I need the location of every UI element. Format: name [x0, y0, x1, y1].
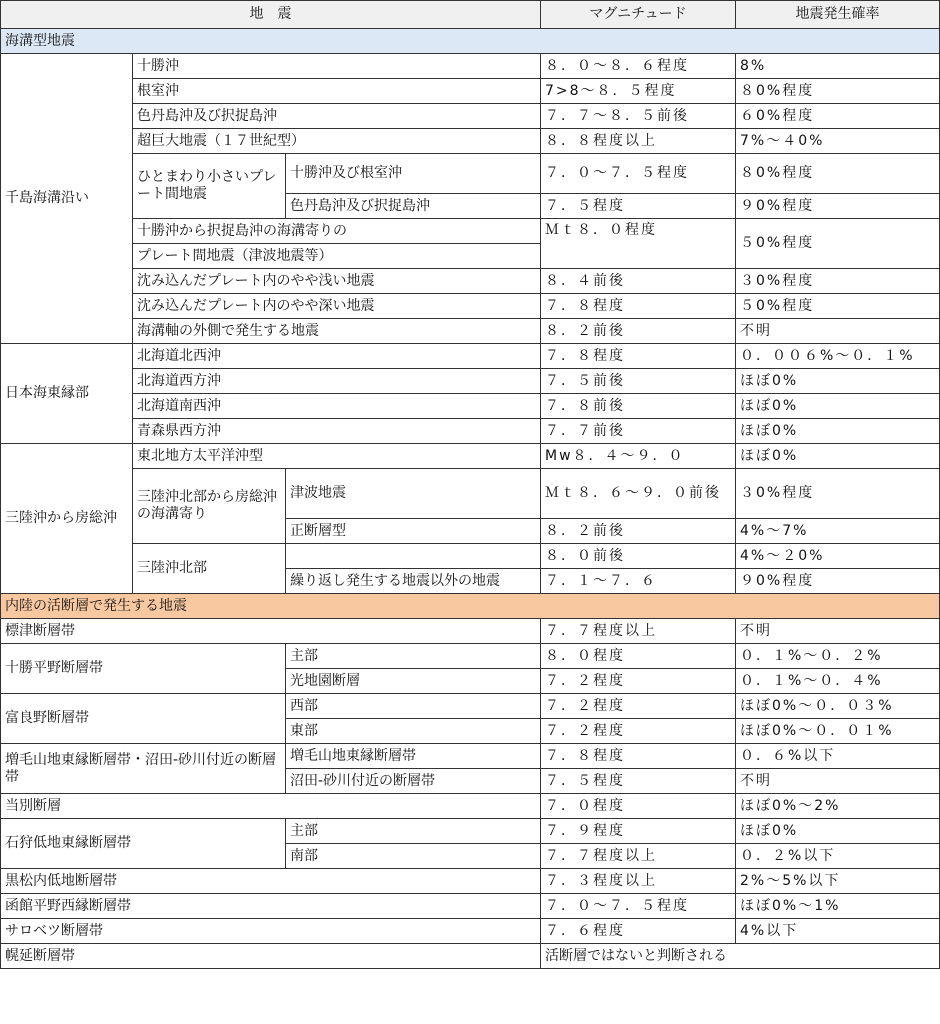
row-magnitude: ７．８程度	[541, 344, 736, 369]
row-name: 東北地方太平洋沖型	[133, 444, 541, 469]
row-probability: 7%～４0%	[736, 129, 940, 154]
table-row	[1, 794, 940, 819]
row-probability: ０．００６%～０．１%	[736, 344, 940, 369]
row-probability: ５0%程度	[736, 294, 940, 319]
group-label: 幌延断層帯	[1, 944, 541, 969]
row-magnitude: ８．８程度以上	[541, 129, 736, 154]
row-probability: 4%～２0%	[736, 544, 940, 569]
row-probability: ほぼ0%	[736, 444, 940, 469]
row-magnitude: ７．２程度	[541, 719, 736, 744]
group-label: 黒松内低地断層帯	[1, 869, 541, 894]
section-title: 内陸の活断層で発生する地震	[1, 594, 940, 619]
group-label: 日本海東縁部	[1, 344, 133, 444]
row-probability: ３0%程度	[736, 469, 940, 519]
table-row	[1, 869, 940, 894]
table-row	[1, 894, 940, 919]
table-row	[1, 79, 940, 104]
table-row	[1, 919, 940, 944]
row-subname: 光地園断層	[286, 669, 541, 694]
row-subname	[286, 544, 541, 569]
table-row	[1, 694, 940, 719]
row-probability: ほぼ0%	[736, 819, 940, 844]
table-row	[1, 644, 940, 669]
row-probability: ０．２%以下	[736, 844, 940, 869]
row-subname: 正断層型	[286, 519, 541, 544]
row-name: 北海道西方沖	[133, 369, 541, 394]
table-row	[1, 294, 940, 319]
row-magnitude: ７．５程度	[541, 769, 736, 794]
row-name: 十勝沖	[133, 54, 541, 79]
row-magnitude: Ｍｔ８．６～９．０前後	[541, 469, 736, 519]
row-probability: ８0%程度	[736, 79, 940, 104]
row-subname: 東部	[286, 719, 541, 744]
table-row	[1, 819, 940, 844]
row-probability: ほぼ0%	[736, 369, 940, 394]
row-name: 色丹島沖及び択捉島沖	[133, 104, 541, 129]
row-name: 北海道南西沖	[133, 394, 541, 419]
row-magnitude: ７．５前後	[541, 369, 736, 394]
row-magnitude: ７．７程度以上	[541, 844, 736, 869]
group-label: 富良野断層帯	[1, 694, 286, 744]
table-row	[1, 444, 940, 469]
row-magnitude: ７．５程度	[541, 194, 736, 219]
row-magnitude: ８．０前後	[541, 544, 736, 569]
row-name: 北海道北西沖	[133, 344, 541, 369]
row-magnitude: ８．０程度	[541, 644, 736, 669]
row-probability: 4%以下	[736, 919, 940, 944]
row-magnitude: Mw８．４～９．０	[541, 444, 736, 469]
row-probability: ３0%程度	[736, 269, 940, 294]
table-row	[1, 944, 940, 969]
header-probability: 地震発生確率	[736, 1, 940, 29]
group-label: 千島海溝沿い	[1, 54, 133, 344]
row-probability: 8%	[736, 54, 940, 79]
row-name: 青森県西方沖	[133, 419, 541, 444]
row-probability: ほぼ0%	[736, 394, 940, 419]
row-magnitude: ７．７程度以上	[541, 619, 736, 644]
row-name: 沈み込んだプレート内のやや深い地震	[133, 294, 541, 319]
section-row	[1, 594, 940, 619]
row-probability: ０．１%～０．２%	[736, 644, 940, 669]
row-subname: 主部	[286, 819, 541, 844]
row-probability: ０．６%以下	[736, 744, 940, 769]
row-magnitude: Ｍｔ８．０程度	[541, 219, 736, 269]
table-row	[1, 54, 940, 79]
row-probability: ５0%程度	[736, 219, 940, 269]
row-probability: 不明	[736, 319, 940, 344]
group-label: サロベツ断層帯	[1, 919, 541, 944]
row-magnitude: ７．２程度	[541, 694, 736, 719]
row-probability: ６0%程度	[736, 104, 940, 129]
row-probability: ９0%程度	[736, 569, 940, 594]
group-label: 石狩低地東縁断層帯	[1, 819, 286, 869]
row-probability: 4%～7%	[736, 519, 940, 544]
row-magnitude: 7>8～８．５程度	[541, 79, 736, 104]
group-label: 函館平野西縁断層帯	[1, 894, 541, 919]
row-subname: 繰り返し発生する地震以外の地震	[286, 569, 541, 594]
row-probability: ほぼ0%～０．０３%	[736, 694, 940, 719]
row-probability: ８0%程度	[736, 154, 940, 194]
row-magnitude: ７．７～８．５前後	[541, 104, 736, 129]
header-row	[1, 1, 940, 29]
table-row	[1, 394, 940, 419]
row-subname: 南部	[286, 844, 541, 869]
table-row	[1, 344, 940, 369]
table-row	[1, 319, 940, 344]
row-magnitude: ７．２程度	[541, 669, 736, 694]
row-subname: 増毛山地東縁断層帯	[286, 744, 541, 769]
row-magnitude: ８．４前後	[541, 269, 736, 294]
row-subname: 沼田-砂川付近の断層帯	[286, 769, 541, 794]
row-magnitude: ８．０～８．６程度	[541, 54, 736, 79]
row-name: 根室沖	[133, 79, 541, 104]
row-name: 三陸沖北部	[133, 544, 286, 594]
table-row	[1, 619, 940, 644]
row-name: プレート間地震（津波地震等）	[133, 244, 541, 269]
row-probability: ほぼ0%	[736, 419, 940, 444]
row-name: 三陸沖北部から房総沖の海溝寄り	[133, 469, 286, 544]
group-label: 当別断層	[1, 794, 541, 819]
row-magnitude: ７．３程度以上	[541, 869, 736, 894]
row-subname: 十勝沖及び根室沖	[286, 154, 541, 194]
section-title: 海溝型地震	[1, 29, 940, 54]
row-magnitude: ７．０～７．５程度	[541, 894, 736, 919]
header-earthquake: 地 震	[1, 1, 541, 29]
table-row	[1, 269, 940, 294]
row-probability: ほぼ0%～1%	[736, 894, 940, 919]
table-row	[1, 219, 940, 244]
table-row	[1, 544, 940, 569]
row-name: 沈み込んだプレート内のやや浅い地震	[133, 269, 541, 294]
row-magnitude: ７．８程度	[541, 744, 736, 769]
row-probability: ０．１%～０．４%	[736, 669, 940, 694]
row-subname: 主部	[286, 644, 541, 669]
row-probability: 2%～5%以下	[736, 869, 940, 894]
row-subname: 津波地震	[286, 469, 541, 519]
row-magnitude: ７．８程度	[541, 294, 736, 319]
row-probability: 不明	[736, 619, 940, 644]
row-subname: 西部	[286, 694, 541, 719]
row-name: 十勝沖から択捉島沖の海溝寄りの	[133, 219, 541, 244]
table-row	[1, 419, 940, 444]
row-subname: 色丹島沖及び択捉島沖	[286, 194, 541, 219]
header-magnitude: マグニチュード	[541, 1, 736, 29]
row-magnitude: ７．０～７．５程度	[541, 154, 736, 194]
row-magnitude: ７．７前後	[541, 419, 736, 444]
table-row	[1, 469, 940, 519]
row-magnitude: ７．６程度	[541, 919, 736, 944]
table-row	[1, 104, 940, 129]
row-probability: ９0%程度	[736, 194, 940, 219]
row-magnitude: ７．９程度	[541, 819, 736, 844]
row-magnitude: ７．１～７．６	[541, 569, 736, 594]
table-row	[1, 744, 940, 769]
group-label: 標津断層帯	[1, 619, 541, 644]
row-name: ひとまわり小さいプレート間地震	[133, 154, 286, 219]
row-magnitude: ８．２前後	[541, 319, 736, 344]
group-label: 増毛山地東縁断層帯・沼田-砂川付近の断層帯	[1, 744, 286, 794]
row-magnitude: ７．０程度	[541, 794, 736, 819]
group-label: 十勝平野断層帯	[1, 644, 286, 694]
table-row	[1, 154, 940, 194]
table-row	[1, 129, 940, 154]
section-row	[1, 29, 940, 54]
row-magnitude: ８．２前後	[541, 519, 736, 544]
row-name: 超巨大地震（１７世紀型）	[133, 129, 541, 154]
row-probability: ほぼ0%～2%	[736, 794, 940, 819]
row-name: 海溝軸の外側で発生する地震	[133, 319, 541, 344]
row-magnitude: ７．８前後	[541, 394, 736, 419]
table-row	[1, 369, 940, 394]
row-probability: ほぼ0%～０．０１%	[736, 719, 940, 744]
row-magnitude: 活断層ではないと判断される	[541, 944, 940, 969]
group-label: 三陸沖から房総沖	[1, 444, 133, 594]
row-probability: 不明	[736, 769, 940, 794]
